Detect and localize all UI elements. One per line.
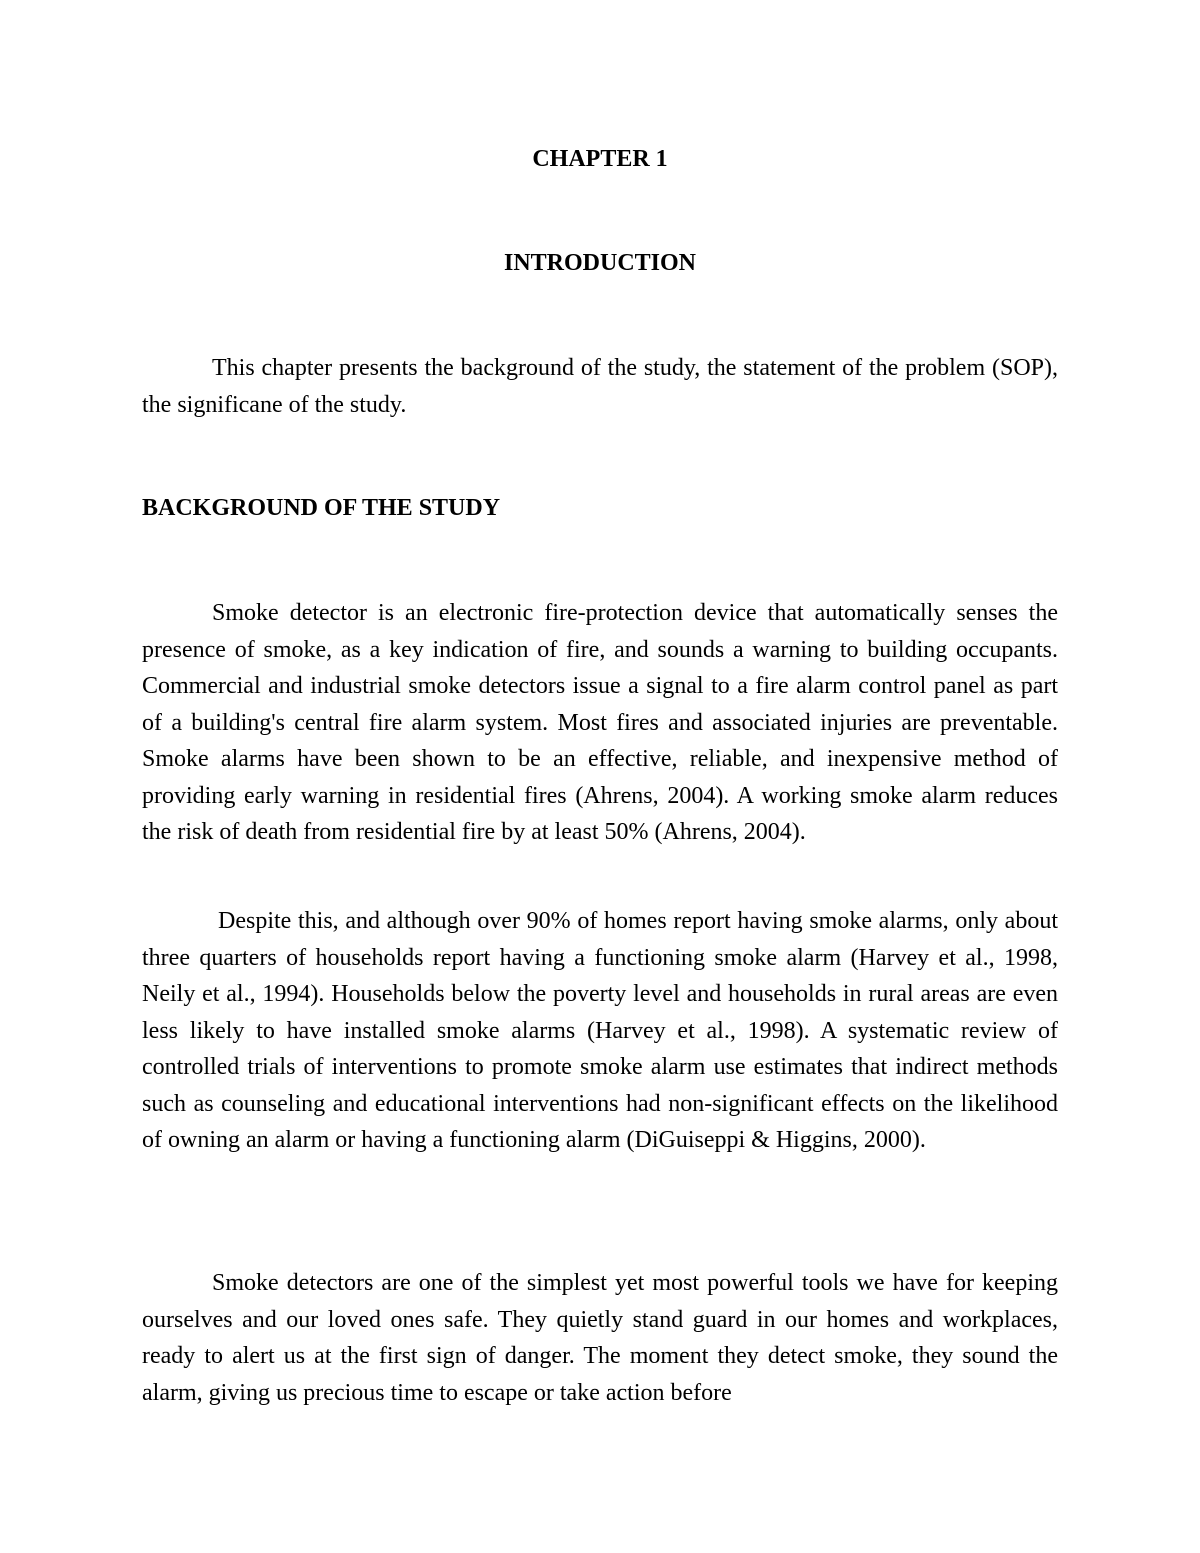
body-paragraph: Smoke detectors are one of the simplest yet most powerful tools we have for keeping ourselves and our loved ones safe. They quietly stand guard in our homes and workplaces, ready to alert us at the first sign of danger. The moment they detect smoke, they sound the alarm, giving us precious time to escape or take action before — [142, 1270, 1058, 1406]
intro-paragraph: This chapter presents the background of the study, the statement of the problem (SOP), the significane of the study. — [142, 355, 1058, 418]
section-heading: BACKGROUND OF THE STUDY — [142, 495, 501, 521]
chapter-title: INTRODUCTION — [503, 250, 697, 276]
body-paragraph: Smoke detector is an electronic fire-protection device that automatically senses the presence of smoke, as a key indication of fire, and sounds a warning to building occupants. Commercial and industrial smoke detectors issue a signal to a fire alarm control panel as part of a building's central fire alarm system. Most fires and associated injuries are preventable. Smoke alarms have been shown to be an effective, reliable, and inexpensive method of providing early warning in residential fires (Ahrens, 2004). A working smoke alarm reduces the risk of death from residential fire by at least 50% (Ahrens, 2004). — [142, 600, 1058, 845]
body-paragraph: Despite this, and although over 90% of homes report having smoke alarms, only about three quarters of households report having a functioning smoke alarm (Harvey et al., 1998, Neily et al., 1994). Households below the poverty level and households in rural areas are even less likely to have installed smoke alarms (Harvey et al., 1998). A systematic review of controlled trials of interventions to promote smoke alarm use estimates that indirect methods such as counseling and educational interventions had non-significant effects on the likelihood of owning an alarm or having a functioning alarm (DiGuiseppi & Higgins, 2000). — [142, 908, 1058, 1153]
chapter-number: CHAPTER 1 — [532, 146, 668, 172]
